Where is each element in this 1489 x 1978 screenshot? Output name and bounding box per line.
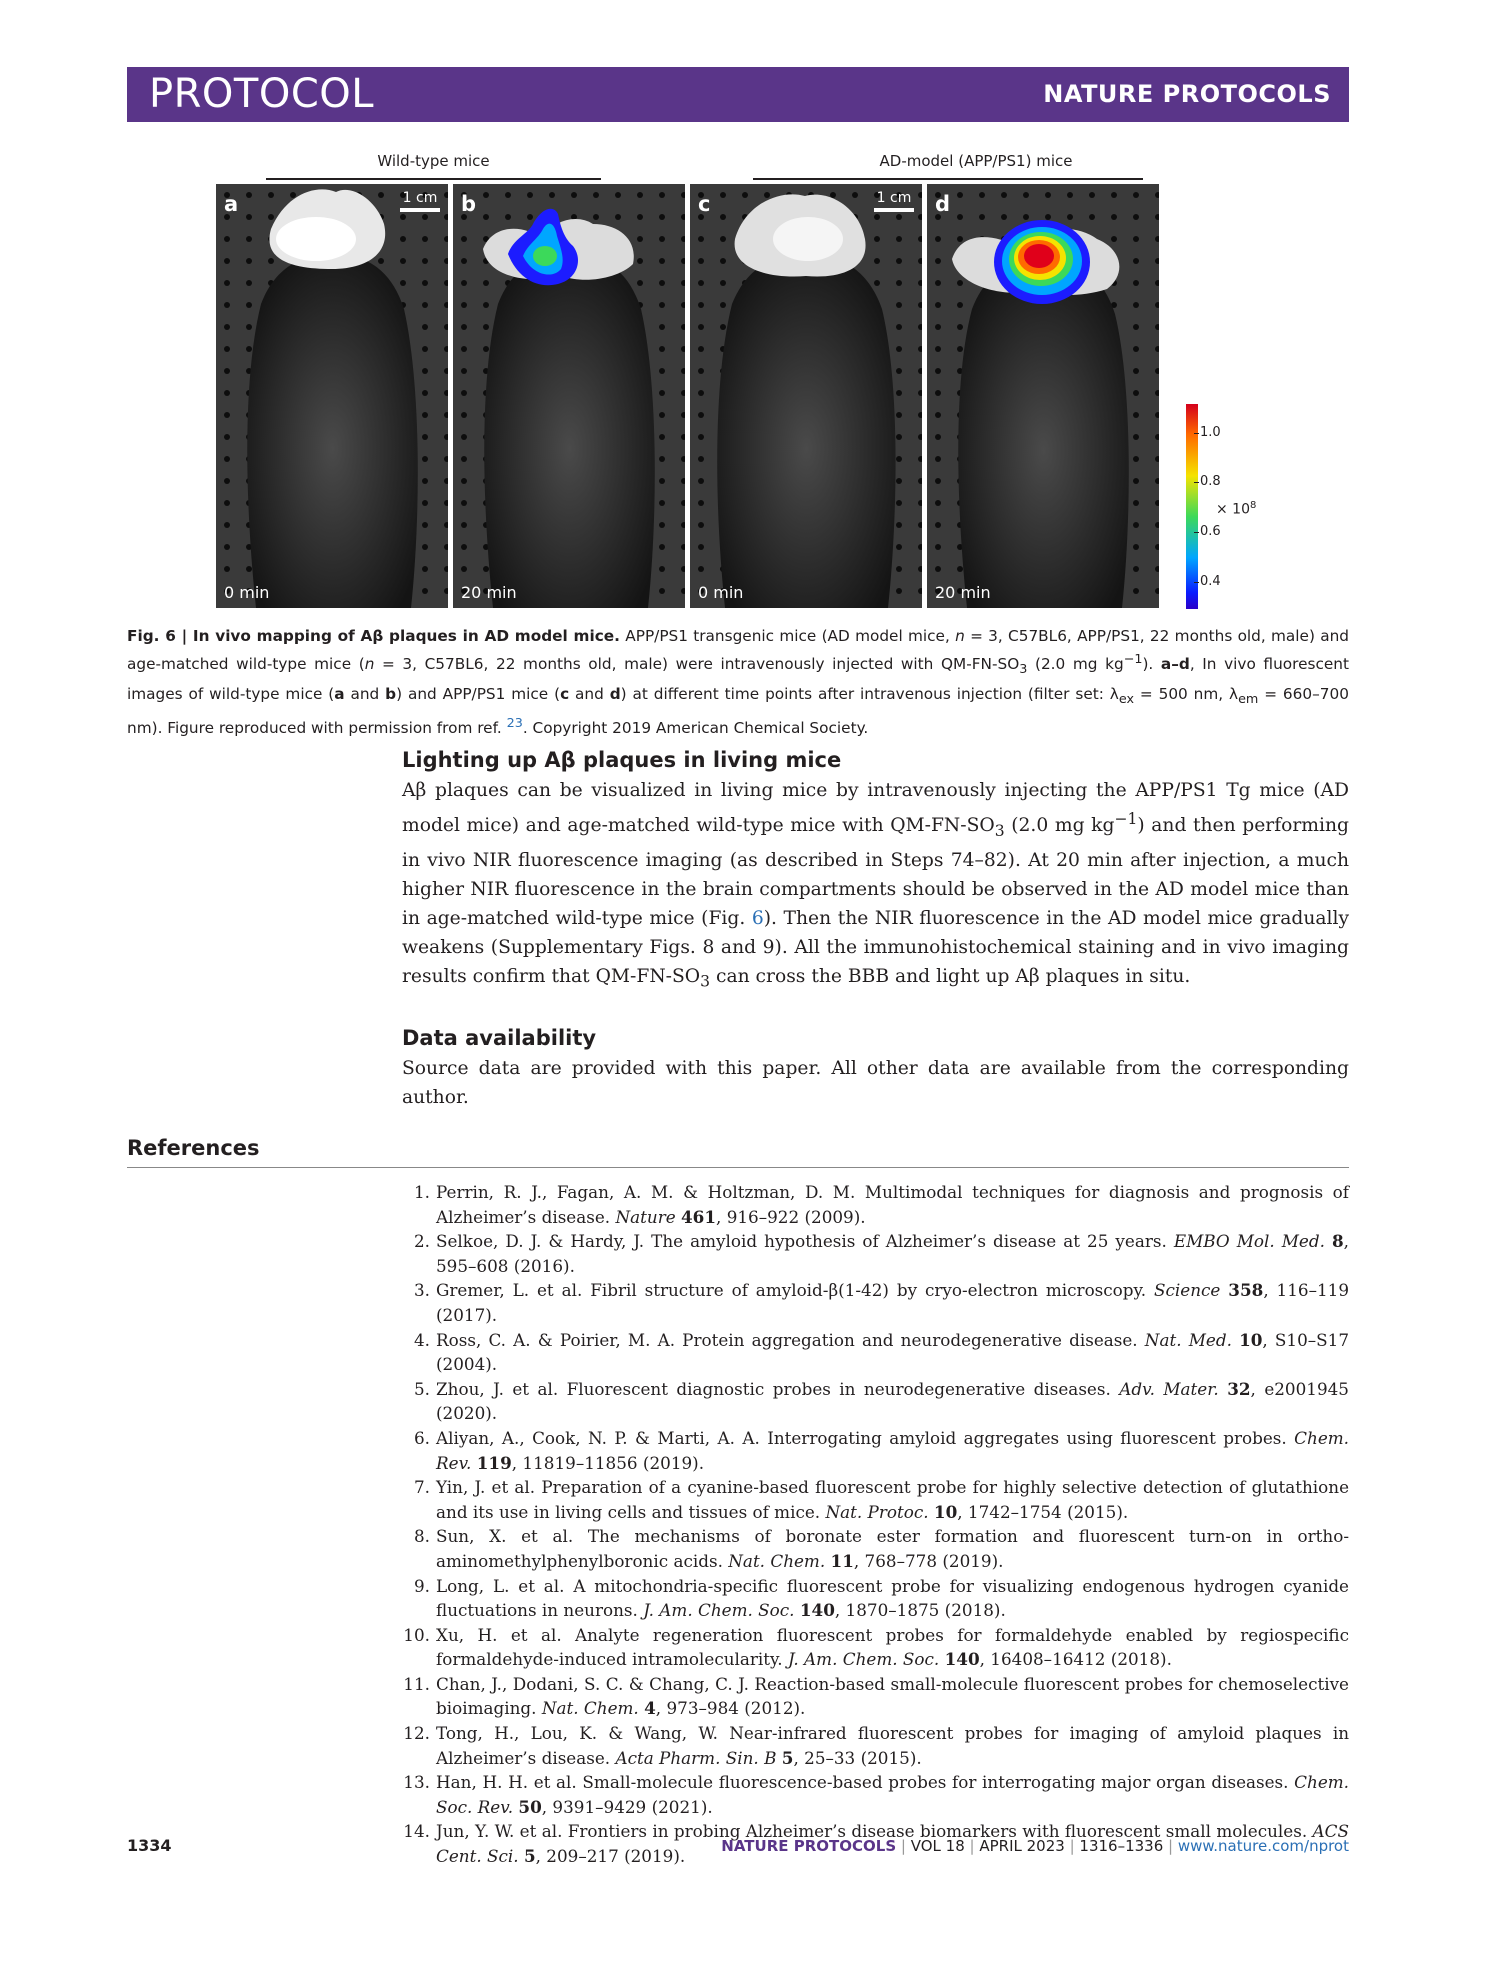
panel-d [927, 184, 1159, 608]
reference-item: 11. Chan, J., Dodani, S. C. & Chang, C. J. Reaction-based small-molecule fluorescent probes for chemoselective bioimaging. Nat. Chem. 4, 973–984 (2012). [403, 1673, 1349, 1719]
colorbar-tick-0.8: 0.8 [1200, 474, 1221, 489]
reference-item: 5. Zhou, J. et al. Fluorescent diagnostic probes in neurodegenerative diseases. Adv. Mater. 32, e2001945 (2020). [413, 1378, 1349, 1424]
reference-item: 2. Selkoe, D. J. & Hardy, J. The amyloid hypothesis of Alzheimer’s disease at 25 years. EMBO Mol. Med. 8, 595–608 (2016). [413, 1231, 1350, 1276]
caption-ref-link[interactable]: 23 [506, 716, 523, 732]
reference-item: 7. Yin, J. et al. Preparation of a cyanine-based fluorescent probe for highly selective detection of glutathione and its use in living cells and tissues of mice. Nat. Protoc. 10, 1742–1754 (2015). [413, 1477, 1349, 1522]
journal-url-link[interactable]: www.nature.com/nprot [1177, 1837, 1349, 1855]
references-list [402, 1180, 1349, 1869]
journal-name: NATURE PROTOCOLS [1043, 80, 1331, 108]
colorbar-tick-1.0: 1.0 [1200, 425, 1221, 440]
panel-label-a: a [224, 192, 239, 216]
section-label: PROTOCOL [149, 71, 375, 117]
section-title-lighting-up: Lighting up Aβ plaques in living mice [402, 748, 842, 772]
mouse-image-c [690, 184, 922, 608]
scale-bar-c [874, 190, 914, 212]
footer-citation: NATURE PROTOCOLS | VOL 18 | APRIL 2023 | 1316–1336 | www.nature.com/nprot [721, 1837, 1349, 1855]
reference-item: 14. Jun, Y. W. et al. Frontiers in probing Alzheimer’s disease biomarkers with fluorescent small molecules. ACS Cent. Sci. 5, 209–217 (2019). [403, 1821, 1349, 1867]
panel-a [216, 184, 448, 608]
colorbar [1186, 404, 1198, 609]
time-label-c: 0 min [698, 583, 744, 602]
scale-bar-a [400, 190, 440, 212]
figure-caption: Fig. 6 | In vivo mapping of Aβ plaques in AD model mice. APP/PS1 transgenic mice (AD model mice, n = 3, C57BL6, APP/PS1, 22 months old, male) and age-matched wild-type mice (n = 3, C57BL6, 22 months old, male) were intravenously injected with $QM-FN-SO_3$ (2.0 mg $kg^{-1}$). a–d, In vivo fluorescent images of wild-type mice (a and b) and APP/PS1 mice (c and d) at different time points after intravenous injection (filter set: $\lambda_{ex} = 500$ nm, $\lambda_{em} = 660-700$ nm). Figure reproduced with permission from ref. $^{23}$. Copyright 2019 American Chemical Society. [127, 627, 1349, 738]
reference-item: 1. Perrin, R. J., Fagan, A. M. & Holtzman, D. M. Multimodal techniques for diagnosis and prognosis of Alzheimer’s disease. Nature 461, 916–922 (2009). [413, 1182, 1349, 1227]
reference-item: 9. Long, L. et al. A mitochondria-specific fluorescent probe for visualizing endogenous hydrogen cyanide fluctuations in neurons. J. Am. Chem. Soc. 140, 1870–1875 (2018). [413, 1575, 1349, 1621]
colorbar-tick-0.6: 0.6 [1200, 524, 1221, 539]
panel-label-c: c [698, 192, 711, 216]
mouse-image-b [453, 184, 685, 608]
section-title-data-availability: Data availability [402, 1026, 597, 1050]
reference-item: 4. Ross, C. A. & Poirier, M. A. Protein aggregation and neurodegenerative disease. Nat. Med. 10, S10–S17 (2004). [413, 1329, 1349, 1375]
references-title: References [127, 1136, 260, 1160]
panel-label-d: d [935, 192, 951, 216]
panel-label-b: b [461, 192, 477, 216]
time-label-d: 20 min [935, 583, 991, 602]
figure-6 [216, 146, 1276, 614]
reference-item: 10. Xu, H. et al. Analyte regeneration fluorescent probes for formaldehyde enabled by regiospecific formaldehyde-induced intramolecularity. J. Am. Chem. Soc. 140, 16408–16412 (2018). [403, 1624, 1349, 1670]
group-label-ad-model: AD-model (APP/PS1) mice [879, 152, 1073, 170]
panel-c [690, 184, 922, 608]
panel-b [453, 184, 685, 608]
references-rule [127, 1167, 1349, 1168]
fig-6-link[interactable]: 6 [751, 907, 764, 929]
page-number: 1334 [127, 1836, 172, 1855]
group-rule-wild-type [266, 178, 601, 180]
mouse-image-d [927, 184, 1159, 608]
reference-item: 6. Aliyan, A., Cook, N. P. & Marti, A. A. Interrogating amyloid aggregates using fluorescent probes. Chem. Rev. 119, 11819–11856 (2019). [413, 1427, 1349, 1473]
group-label-wild-type: Wild-type mice [377, 152, 490, 170]
journal-header-band [127, 67, 1349, 122]
colorbar-multiplier: × $10^8$ [1216, 500, 1257, 518]
section-body-data-availability: Source data are provided with this paper. All other data are available from the corresponding author. [402, 1058, 1349, 1108]
reference-item: 12. Tong, H., Lou, K. & Wang, W. Near-infrared fluorescent probes for imaging of amyloid plaques in Alzheimer’s disease. Acta Pharm. Sin. B 5, 25–33 (2015). [403, 1723, 1349, 1768]
scale-label-c: 1 cm [876, 190, 912, 206]
colorbar-tick-0.4: 0.4 [1200, 574, 1221, 589]
reference-item: 13. Han, H. H. et al. Small-molecule fluorescence-based probes for interrogating major organ diseases. Chem. Soc. Rev. 50, 9391–9429 (2021). [403, 1772, 1349, 1817]
reference-item: 3. Gremer, L. et al. Fibril structure of amyloid-β(1-42) by cryo-electron microscopy. Science 358, 116–119 (2017). [413, 1280, 1350, 1325]
group-rule-ad-model [753, 178, 1143, 180]
section-body-lighting-up: Aβ plaques can be visualized in living mice by intravenously injecting the APP/PS1 Tg mice (AD model mice) and age-matched wild-type mice with $QM-FN-SO_3$ (2.0 mg $kg^{-1}$) and then performing in vivo NIR fluorescence imaging (as described in Steps 74–82). At 20 min after injection, a much higher NIR fluorescence in the brain compartments should be observed in the AD model mice than in age-matched wild-type mice (Fig. 6). Then the NIR fluorescence in the AD model mice gradually weakens (Supplementary Figs. 8 and 9). All the immunohistochemical staining and in vivo imaging results confirm that $QM-FN-SO_3$ can cross the BBB and light up Aβ plaques in situ. [402, 780, 1350, 991]
caption-title: Fig. 6 | In vivo mapping of Aβ plaques in AD model mice. [127, 627, 620, 645]
time-label-a: 0 min [224, 583, 270, 602]
time-label-b: 20 min [461, 583, 517, 602]
reference-item: 8. Sun, X. et al. The mechanisms of boronate ester formation and fluorescent turn-on in ortho-aminomethylphenylboronic acids. Nat. Chem. 11, 768–778 (2019). [413, 1526, 1349, 1571]
mouse-image-a [216, 184, 448, 608]
scale-label-a: 1 cm [402, 190, 438, 206]
